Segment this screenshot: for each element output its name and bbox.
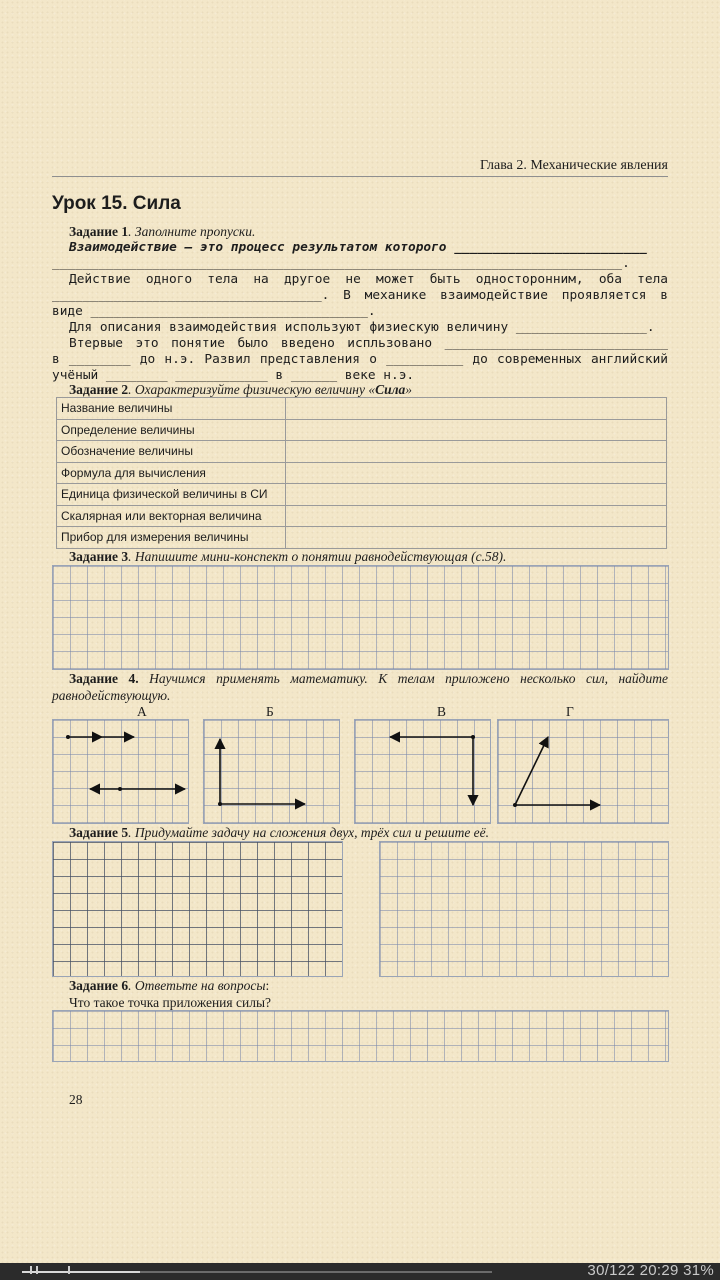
- table-row: [57, 527, 667, 549]
- answer-cell[interactable]: [286, 462, 667, 484]
- status-text: 30/122 20:29 31%: [587, 1262, 714, 1279]
- task3-label: Задание 3: [69, 549, 129, 564]
- task4-label: Задание 4.: [69, 671, 139, 686]
- reading-progress-fill: [22, 1271, 140, 1273]
- task2-instruction: . Охарактеризуйте физическую величину «: [128, 382, 376, 397]
- force-diagram-b: [203, 719, 338, 822]
- task2-heading: [69, 382, 412, 398]
- task1-line-9: учёный ________ ____________ в ______ веке н.э.: [52, 368, 415, 383]
- force-vector: [515, 737, 548, 805]
- row-label: Обозначение величины: [57, 441, 286, 463]
- answer-cell[interactable]: [286, 398, 667, 420]
- answer-cell[interactable]: [286, 527, 667, 549]
- table-row: [57, 419, 667, 441]
- task1-line-2: __________________________________________________________________________.: [52, 256, 630, 271]
- panel-label-b: Б: [266, 704, 274, 719]
- row-label: Скалярная или векторная величина: [57, 505, 286, 527]
- task2-label: Задание 2: [69, 382, 129, 397]
- chapter-heading: Глава 2. Механические явления: [479, 158, 668, 173]
- task6-label: Задание 6: [69, 978, 129, 993]
- header-divider: [52, 176, 668, 177]
- task6-colon: :: [265, 978, 270, 993]
- lesson-title: Урок 15. Сила: [52, 193, 181, 214]
- table-row: [57, 441, 667, 463]
- task5-label: Задание 5: [69, 825, 129, 840]
- row-label: Название величины: [57, 398, 286, 420]
- task1-line-4: ___________________________________. В механике взаимодействие проявляется в: [52, 288, 668, 303]
- task4-instruction: Научимся применять математику. К телам приложено несколько сил, найдите: [138, 671, 668, 686]
- force-diagram-g: [497, 719, 667, 822]
- task4-instruction-cont: равнодействующую.: [52, 688, 171, 703]
- answer-cell[interactable]: [286, 441, 667, 463]
- task1-line-7: Втервые это понятие было введено испльзовано _____________________________: [69, 336, 668, 351]
- task3-instruction: . Напишите мини-конспект о понятии равнодействующая (с.58).: [128, 549, 507, 564]
- panel-label-v: В: [437, 704, 447, 719]
- application-point: [513, 803, 517, 807]
- task4-heading-cont: [52, 688, 170, 704]
- property-table: [56, 397, 667, 549]
- task3-heading: [69, 549, 506, 565]
- answer-cell[interactable]: [286, 419, 667, 441]
- bookmark-tick: [30, 1266, 32, 1274]
- task1-instruction: . Заполните пропуски.: [128, 224, 256, 239]
- task5-heading: [69, 825, 489, 841]
- task1-line-3: Действие одного тела на другое не может быть односторонним, оба тела: [69, 272, 668, 287]
- task1-label: Задание 1: [69, 224, 129, 239]
- row-label: Единица физической величины в СИ: [57, 484, 286, 506]
- task6-answer-grid[interactable]: [52, 1010, 669, 1062]
- task1-line-1: Взаимодействие – это процесс результатом которого _________________________: [69, 240, 647, 255]
- task6-heading: [69, 978, 269, 994]
- task2-closing: »: [405, 382, 413, 397]
- application-point: [118, 787, 122, 791]
- bookmark-tick: [36, 1266, 38, 1274]
- force-diagram-v: [354, 719, 489, 822]
- row-label: Определение величины: [57, 419, 286, 441]
- task2-quantity: Сила: [375, 382, 406, 397]
- task1-line-5: виде ____________________________________.: [52, 304, 376, 319]
- task5-instruction: . Придумайте задачу на сложения двух, трёх сил и решите её.: [128, 825, 490, 840]
- task4-heading: [69, 671, 668, 687]
- answer-cell[interactable]: [286, 505, 667, 527]
- answer-cell[interactable]: [286, 484, 667, 506]
- row-label: Формула для вычисления: [57, 462, 286, 484]
- task3-answer-grid[interactable]: [52, 565, 669, 670]
- bookmark-tick: [68, 1266, 70, 1274]
- force-diagram-a: [52, 719, 187, 822]
- table-row: [57, 462, 667, 484]
- page-number: 28: [69, 1092, 83, 1107]
- table-row: [57, 505, 667, 527]
- table-row: [57, 484, 667, 506]
- panel-label-g: Г: [566, 704, 574, 719]
- task1-heading: [69, 224, 255, 240]
- task5-answer-grid-left[interactable]: [52, 841, 343, 977]
- task1-line-6: Для описания взаимодействия используют физиескую величину _________________.: [69, 320, 655, 335]
- table-row: [57, 398, 667, 420]
- task6-question: Что такое точка приложения силы?: [69, 995, 272, 1010]
- application-point: [66, 735, 70, 739]
- application-point: [218, 802, 222, 806]
- task1-line-8: в ________ до н.э. Развил представления о __________ до современных английский: [52, 352, 668, 367]
- task5-answer-grid-right[interactable]: [379, 841, 669, 977]
- task6-instruction: . Ответьте на вопросы: [128, 978, 266, 993]
- application-point: [471, 735, 475, 739]
- row-label: Прибор для измерения величины: [57, 527, 286, 549]
- panel-label-a: А: [137, 704, 147, 719]
